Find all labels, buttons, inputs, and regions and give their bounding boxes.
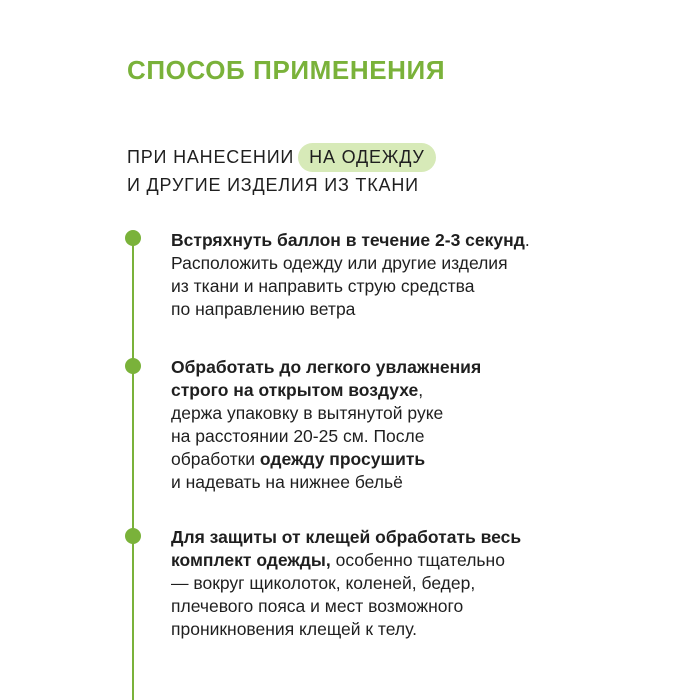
- step-2-segment-1: Обработать до легкого увлажнения строго на открытом воздухе: [171, 357, 482, 400]
- step-2-segment-3: одежду просушить: [259, 449, 426, 469]
- step-1-bullet-dot: [125, 230, 141, 246]
- page-title: СПОСОБ ПРИМЕНЕНИЯ: [127, 55, 446, 85]
- step-1-text: [171, 229, 631, 321]
- step-3-segment-1: Для защиты от клещей обработать весь комплект одежды,: [171, 527, 522, 570]
- step-3-segment-2: особенно тщательно — вокруг щиколоток, коленей, бедер, плечевого пояса и мест возможного проникновения клещей к телу.: [171, 550, 505, 639]
- timeline-line: [132, 238, 134, 700]
- step-2-text: [171, 356, 631, 494]
- subtitle-highlight-badge: НА ОДЕЖДУ: [298, 143, 435, 172]
- step-2-segment-2: , держа упаковку в вытянутой руке на расстоянии 20-25 см. После обработки: [171, 380, 444, 469]
- step-2-segment-4: и надевать на нижнее бельё: [171, 472, 403, 492]
- step-2-bullet-dot: [125, 358, 141, 374]
- step-3-bullet-dot: [125, 528, 141, 544]
- subtitle: [127, 143, 436, 199]
- step-1-segment-1: Встряхнуть баллон в течение 2-3 секунд: [171, 230, 525, 250]
- step-1-segment-2: . Расположить одежду или другие изделия из ткани и направить струю средства по направлению ветра: [171, 230, 530, 319]
- step-3-text: [171, 526, 631, 641]
- subtitle-line-2: И ДРУГИЕ ИЗДЕЛИЯ ИЗ ТКАНИ: [127, 175, 419, 195]
- subtitle-line-1: ПРИ НАНЕСЕНИИ: [127, 147, 295, 167]
